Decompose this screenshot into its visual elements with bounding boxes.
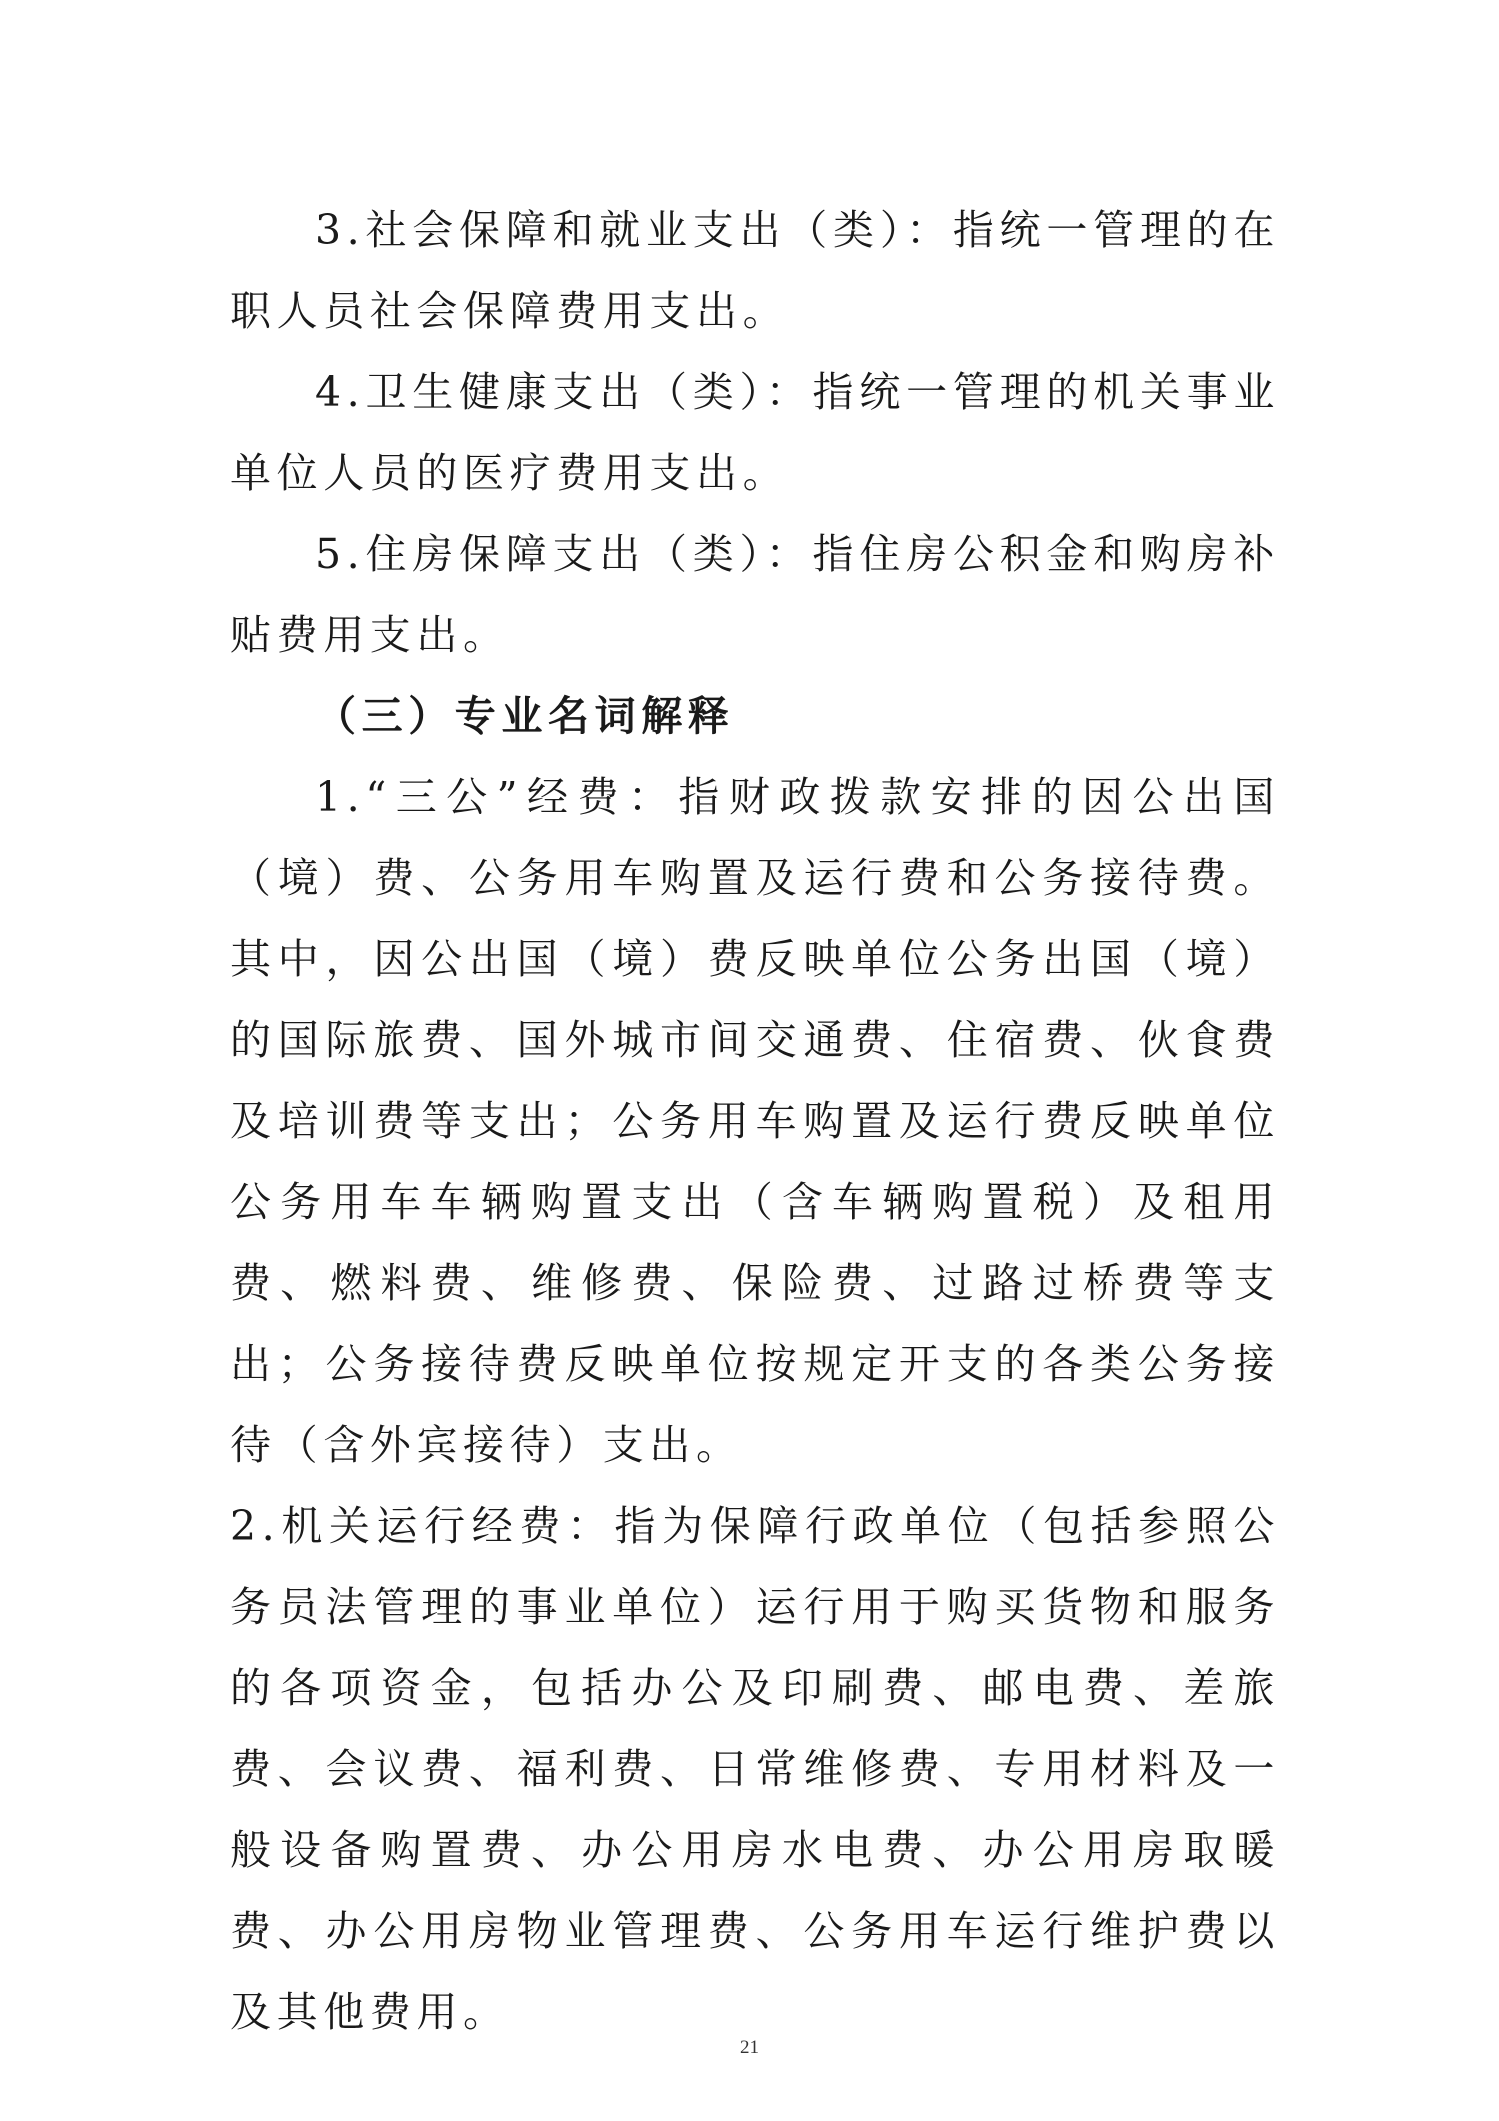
paragraph-operating-expenses: 2.机关运行经费：指为保障行政单位（包括参照公务员法管理的事业单位）运行用于购买货物和服务的各项资金，包括办公及印刷费、邮电费、差旅费、会议费、福利费、日常维修费、专用材料及一般设备购置费、办公用房水电费、办公用房取暖费、办公用房物业管理费、公务用车运行维护费以及其他费用。 bbox=[230, 1502, 1280, 2036]
section-heading-terms: （三）专业名词解释 bbox=[315, 692, 735, 740]
paragraph-social-security: 3.社会保障和就业支出（类）：指统一管理的在职人员社会保障费用支出。 bbox=[230, 206, 1280, 335]
page-number: 21 bbox=[740, 2037, 759, 2058]
paragraph-health: 4.卫生健康支出（类）：指统一管理的机关事业单位人员的医疗费用支出。 bbox=[230, 368, 1280, 497]
paragraph-housing: 5.住房保障支出（类）：指住房公积金和购房补贴费用支出。 bbox=[230, 530, 1280, 659]
paragraph-three-public-expenses: 1.“三公”经费：指财政拨款安排的因公出国（境）费、公务用车购置及运行费和公务接待费。其中，因公出国（境）费反映单位公务出国（境）的国际旅费、国外城市间交通费、住宿费、伙食费及培训费等支出；公务用车购置及运行费反映单位公务用车车辆购置支出（含车辆购置税）及租用费、燃料费、维修费、保险费、过路过桥费等支出；公务接待费反映单位按规定开支的各类公务接待（含外宾接待）支出。 bbox=[230, 773, 1280, 1469]
document-body bbox=[230, 190, 1280, 2053]
